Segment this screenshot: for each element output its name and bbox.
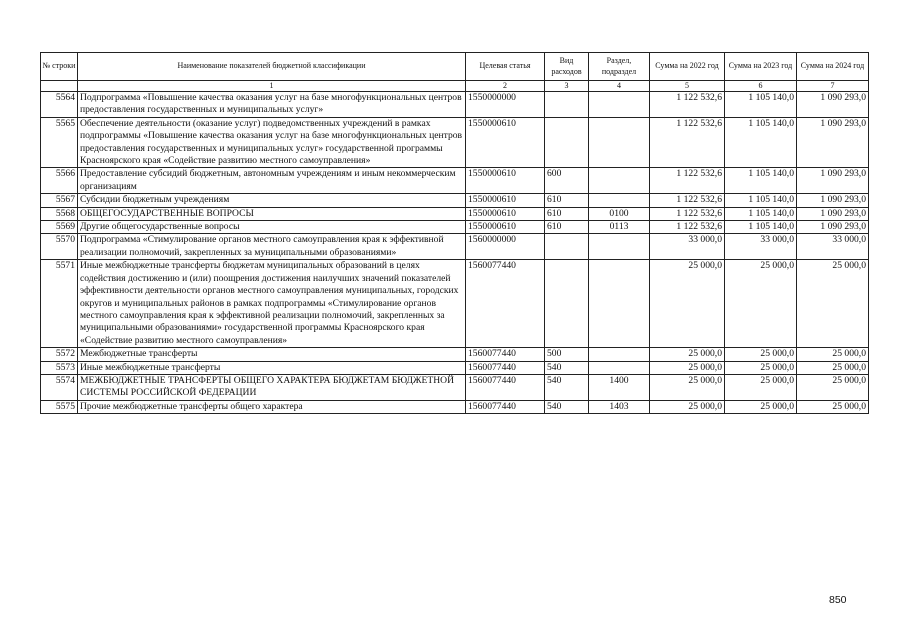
target-item-code: 1550000000: [466, 92, 545, 118]
table-row: [41, 168, 869, 194]
sum-2024: 1 090 293,0: [797, 221, 869, 234]
sum-2022: 25 000,0: [650, 374, 725, 400]
expense-type: 610: [545, 194, 589, 207]
sum-2023: 1 105 140,0: [725, 194, 797, 207]
sum-2024: 25 000,0: [797, 361, 869, 374]
target-item-code: 1560077440: [466, 374, 545, 400]
indicator-name: МЕЖБЮДЖЕТНЫЕ ТРАНСФЕРТЫ ОБЩЕГО ХАРАКТЕРА БЮДЖЕТАМ БЮДЖЕТНОЙ СИСТЕМЫ РОССИЙСКОЙ ФЕДЕРАЦИИ: [78, 374, 466, 400]
indicator-name: Другие общегосударственные вопросы: [78, 221, 466, 234]
sum-2024: 25 000,0: [797, 400, 869, 413]
sum-2022: 1 122 532,6: [650, 117, 725, 168]
expense-type: 540: [545, 400, 589, 413]
header-target-item: Целевая статья: [466, 53, 545, 81]
row-number: 5570: [41, 234, 78, 260]
indicator-name: Предоставление субсидий бюджетным, автономным учреждениям и иным некоммерческим организациям: [78, 168, 466, 194]
indicator-name: Прочие межбюджетные трансферты общего характера: [78, 400, 466, 413]
sum-2022: 1 122 532,6: [650, 92, 725, 118]
header-expense-type: Вид расходов: [545, 53, 589, 81]
column-number: 1: [78, 81, 466, 92]
expense-type: 610: [545, 207, 589, 220]
target-item-code: 1560077440: [466, 361, 545, 374]
column-number: 7: [797, 81, 869, 92]
table-row: [41, 260, 869, 348]
row-number: 5567: [41, 194, 78, 207]
indicator-name: Подпрограмма «Стимулирование органов местного самоуправления края к эффективной реализации полномочий, закрепленных за муниципальными образованиями»: [78, 234, 466, 260]
target-item-code: 1560000000: [466, 234, 545, 260]
section-code: [589, 260, 650, 348]
sum-2022: 1 122 532,6: [650, 168, 725, 194]
table-row: [41, 92, 869, 118]
section-code: [589, 234, 650, 260]
section-code: 1400: [589, 374, 650, 400]
sum-2024: 25 000,0: [797, 348, 869, 361]
header-section: Раздел, подраздел: [589, 53, 650, 81]
table-row: [41, 221, 869, 234]
indicator-name: Субсидии бюджетным учреждениям: [78, 194, 466, 207]
sum-2024: 1 090 293,0: [797, 168, 869, 194]
budget-table: [40, 52, 869, 414]
row-number: 5566: [41, 168, 78, 194]
target-item-code: 1550000610: [466, 117, 545, 168]
header-row: [41, 53, 869, 81]
row-number: 5575: [41, 400, 78, 413]
table-row: [41, 194, 869, 207]
table-row: [41, 234, 869, 260]
column-number-row: [41, 81, 869, 92]
header-sum-2024: Сумма на 2024 год: [797, 53, 869, 81]
budget-sheet: [40, 52, 869, 414]
sum-2024: 25 000,0: [797, 260, 869, 348]
target-item-code: 1560077440: [466, 260, 545, 348]
sum-2023: 1 105 140,0: [725, 168, 797, 194]
row-number: 5573: [41, 361, 78, 374]
sum-2023: 25 000,0: [725, 374, 797, 400]
table-row: [41, 400, 869, 413]
table-row: [41, 374, 869, 400]
table-row: [41, 117, 869, 168]
target-item-code: 1550000610: [466, 221, 545, 234]
header-row-number: № строки: [41, 53, 78, 81]
sum-2022: 1 122 532,6: [650, 221, 725, 234]
sum-2023: 25 000,0: [725, 400, 797, 413]
column-number: 6: [725, 81, 797, 92]
target-item-code: 1550000610: [466, 194, 545, 207]
sum-2024: 25 000,0: [797, 374, 869, 400]
expense-type: 500: [545, 348, 589, 361]
sum-2024: 1 090 293,0: [797, 92, 869, 118]
indicator-name: ОБЩЕГОСУДАРСТВЕННЫЕ ВОПРОСЫ: [78, 207, 466, 220]
section-code: [589, 348, 650, 361]
sum-2024: 1 090 293,0: [797, 117, 869, 168]
sum-2023: 25 000,0: [725, 260, 797, 348]
sum-2022: 25 000,0: [650, 260, 725, 348]
header-indicator-name: Наименование показателей бюджетной классификации: [78, 53, 466, 81]
sum-2022: 1 122 532,6: [650, 194, 725, 207]
sum-2023: 1 105 140,0: [725, 207, 797, 220]
target-item-code: 1560077440: [466, 348, 545, 361]
row-number: 5568: [41, 207, 78, 220]
target-item-code: 1550000610: [466, 207, 545, 220]
section-code: [589, 168, 650, 194]
header-sum-2023: Сумма на 2023 год: [725, 53, 797, 81]
sum-2022: 25 000,0: [650, 361, 725, 374]
row-number: 5572: [41, 348, 78, 361]
table-body: [41, 92, 869, 414]
column-number: 3: [545, 81, 589, 92]
expense-type: [545, 92, 589, 118]
row-number: 5565: [41, 117, 78, 168]
table-row: [41, 207, 869, 220]
header-sum-2022: Сумма на 2022 год: [650, 53, 725, 81]
sum-2023: 1 105 140,0: [725, 117, 797, 168]
section-code: [589, 117, 650, 168]
expense-type: [545, 260, 589, 348]
indicator-name: Обеспечение деятельности (оказание услуг) подведомственных учреждений в рамках подпрограммы «Повышение качества оказания услуг на базе многофункциональных центров предоставления государственных и муниципальных услуг» государственной программы Красноярского края «Содействие развитию местного самоуправления»: [78, 117, 466, 168]
expense-type: 600: [545, 168, 589, 194]
row-number: 5564: [41, 92, 78, 118]
sum-2023: 25 000,0: [725, 361, 797, 374]
indicator-name: Подпрограмма «Повышение качества оказания услуг на базе многофункциональных центров предоставления государственных и муниципальных услуг»: [78, 92, 466, 118]
expense-type: [545, 117, 589, 168]
column-number: 4: [589, 81, 650, 92]
section-code: 0113: [589, 221, 650, 234]
sum-2022: 1 122 532,6: [650, 207, 725, 220]
indicator-name: Иные межбюджетные трансферты бюджетам муниципальных образований в целях содействия достижению и (или) поощрения достижения наилучших значений показателей эффективности деятельности органов местного самоуправления муниципальных, городских округов и муниципальных районов в рамках подпрограммы «Стимулирование органов местного самоуправления края к эффективной реализации полномочий, закрепленных за муниципальными образованиями» государственной программы Красноярского края «Содействие развитию местного самоуправления»: [78, 260, 466, 348]
table-row: [41, 348, 869, 361]
sum-2024: 1 090 293,0: [797, 207, 869, 220]
column-number: [41, 81, 78, 92]
row-number: 5571: [41, 260, 78, 348]
indicator-name: Межбюджетные трансферты: [78, 348, 466, 361]
section-code: [589, 92, 650, 118]
table-row: [41, 361, 869, 374]
row-number: 5574: [41, 374, 78, 400]
row-number: 5569: [41, 221, 78, 234]
sum-2023: 1 105 140,0: [725, 221, 797, 234]
sum-2022: 33 000,0: [650, 234, 725, 260]
page-number: 850: [829, 594, 847, 606]
sum-2023: 33 000,0: [725, 234, 797, 260]
sum-2023: 25 000,0: [725, 348, 797, 361]
section-code: 0100: [589, 207, 650, 220]
indicator-name: Иные межбюджетные трансферты: [78, 361, 466, 374]
expense-type: [545, 234, 589, 260]
section-code: [589, 361, 650, 374]
sum-2024: 1 090 293,0: [797, 194, 869, 207]
target-item-code: 1550000610: [466, 168, 545, 194]
sum-2024: 33 000,0: [797, 234, 869, 260]
target-item-code: 1560077440: [466, 400, 545, 413]
column-number: 2: [466, 81, 545, 92]
sum-2022: 25 000,0: [650, 348, 725, 361]
section-code: 1403: [589, 400, 650, 413]
section-code: [589, 194, 650, 207]
sum-2023: 1 105 140,0: [725, 92, 797, 118]
column-number: 5: [650, 81, 725, 92]
expense-type: 540: [545, 374, 589, 400]
expense-type: 610: [545, 221, 589, 234]
sum-2022: 25 000,0: [650, 400, 725, 413]
expense-type: 540: [545, 361, 589, 374]
